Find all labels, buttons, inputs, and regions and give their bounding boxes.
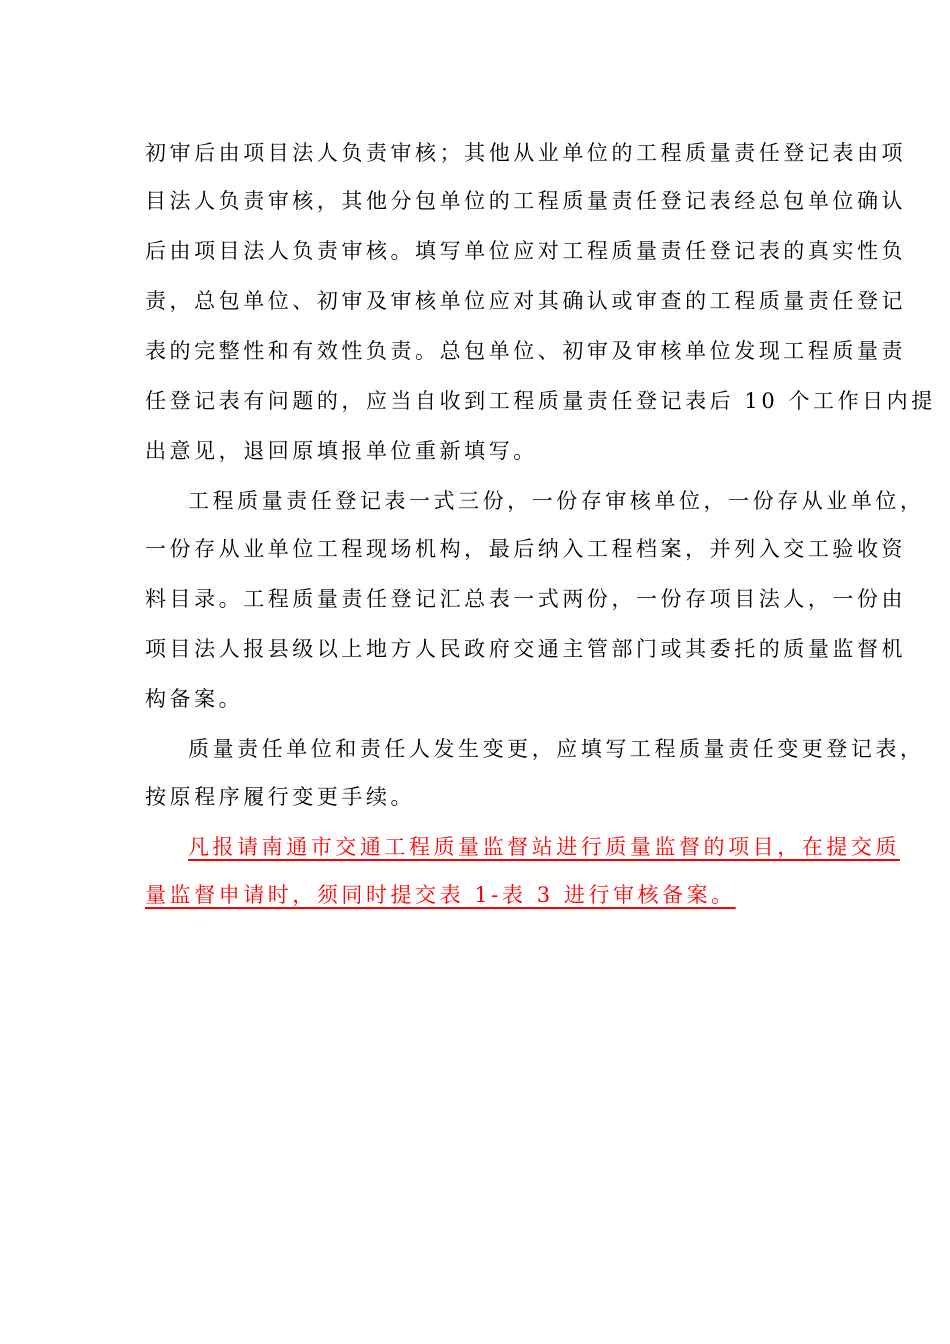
- text-line: 质量责任单位和责任人发生变更，应填写工程质量责任变更登记表，: [188, 737, 925, 761]
- text-line: 后由项目法人负责审核。填写单位应对工程质量责任登记表的真实性负: [145, 239, 907, 263]
- text-line: 任登记表有问题的，应当自收到工程质量责任登记表后 10 个工作日内提: [145, 389, 936, 413]
- text-line: 构备案。: [145, 687, 244, 711]
- text-line: 一份存从业单位工程现场机构，最后纳入工程档案，并列入交工验收资: [145, 537, 907, 561]
- text-line: 料目录。工程质量责任登记汇总表一式两份，一份存项目法人，一份由: [145, 587, 907, 611]
- text-line: 目法人负责审核，其他分包单位的工程质量责任登记表经总包单位确认: [145, 189, 907, 213]
- text-line: 表的完整性和有效性负责。总包单位、初审及审核单位发现工程质量责: [145, 339, 907, 363]
- text-line: 责，总包单位、初审及审核单位应对其确认或审查的工程质量责任登记: [145, 289, 907, 313]
- text-line: 出意见，退回原填报单位重新填写。: [145, 439, 538, 463]
- text-line: 初审后由项目法人负责审核；其他从业单位的工程质量责任登记表由项: [145, 141, 907, 165]
- text-line: 按原程序履行变更手续。: [145, 785, 416, 809]
- highlighted-text-line: 量监督申请时，须同时提交表 1-表 3 进行审核备案。: [145, 883, 736, 907]
- text-line: 工程质量责任登记表一式三份，一份存审核单位，一份存从业单位，: [188, 489, 925, 513]
- highlighted-text-line: 凡报请南通市交通工程质量监督站进行质量监督的项目，在提交质: [188, 835, 900, 859]
- text-line: 项目法人报县级以上地方人民政府交通主管部门或其委托的质量监督机: [145, 637, 907, 661]
